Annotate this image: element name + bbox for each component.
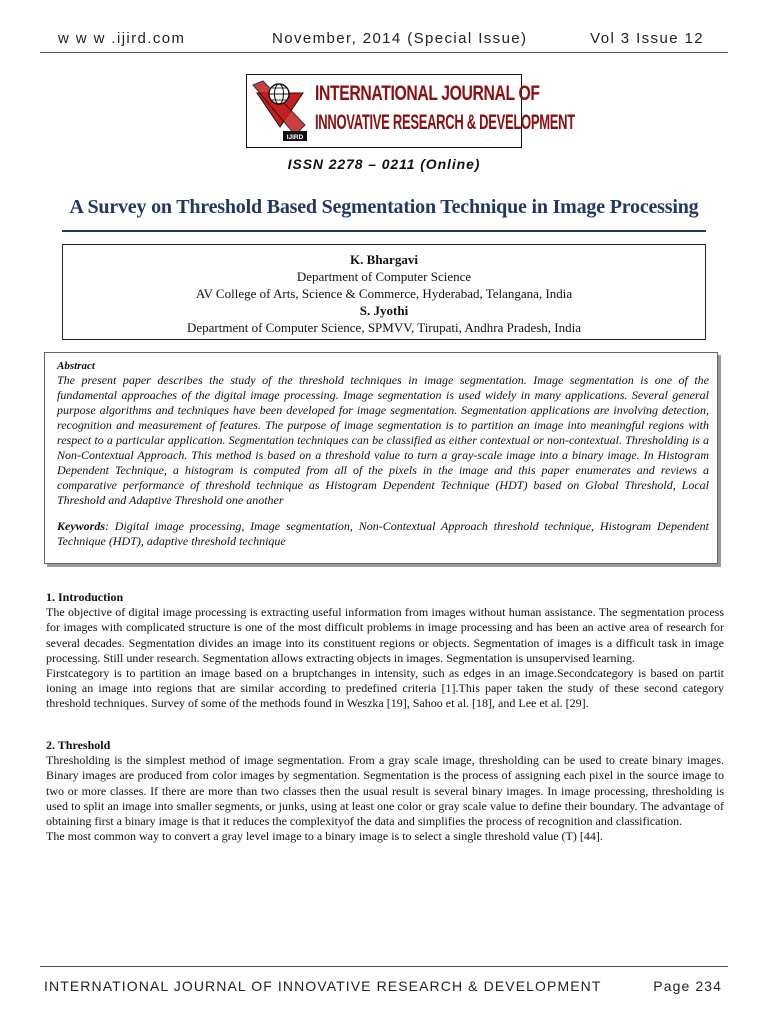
page-number: Page 234 (653, 978, 722, 994)
logo-line-1: INTERNATIONAL JOURNAL OF (315, 82, 540, 105)
svg-text:IJIRD: IJIRD (286, 134, 304, 141)
issn-line: ISSN 2278 – 0211 (Online) (287, 156, 481, 172)
section-paragraph: Firstcategory is to partition an image based on a bruptchanges in intensity, such as edges in an image.Secondcategory is based on partit ioning an image into regions that are similar according to predefined criteria [1].This paper taken the study of these second category threshold techniques. Survey of some of the methods found in Weszka [19], Sahoo et al. [18], and Lee et al. [29]. (46, 666, 724, 711)
author-affiliation: AV College of Arts, Science & Commerce, Hyderabad, Telangana, India (195, 286, 573, 301)
author-affiliation: Department of Computer Science (296, 269, 472, 284)
section-heading: 1. Introduction (46, 590, 124, 604)
logo-line-2: INNOVATIVE RESEARCH & DEVELOPMENT (315, 111, 575, 134)
keywords-label: Keywords (57, 519, 105, 533)
keywords-paragraph (57, 519, 709, 549)
issue-date: November, 2014 (Special Issue) (272, 30, 528, 47)
section-paragraph: The most common way to convert a gray level image to a binary image is to select a single threshold value (T) [44]. (46, 829, 603, 844)
author-affiliation: Department of Computer Science, SPMVV, Tirupati, Andhra Pradesh, India (186, 320, 582, 335)
abstract-text: The present paper describes the study of the threshold techniques in image segmentation. Image segmentation is one of the fundamental approaches of the digital image processing. Image segmentation is used widely in many applications. Several general purpose algorithms and techniques have been developed for image segmentation. Segmentation applications are involving detection, recognition and measurement of features. The purpose of image segmentation is to partition an image into meaningful regions with respect to a particular application. Segmentation techniques can be classified as either contextual or non-contextual. Thresholding is a Non-Contextual Approach. This method is based on a threshold value to turn a gray-scale image into a binary image. In Histogram Dependent Technique, a histogram is computed from all of the pixels in the image and this paper enumerates and reviews a comparative performance of threshold technique as Histogram Dependent Technique (HDT) based on Global Threshold, Local Threshold and Adaptive Threshold one another (57, 373, 709, 507)
introduction-section (46, 590, 724, 712)
footer-journal-name: INTERNATIONAL JOURNAL OF INNOVATIVE RESEARCH & DEVELOPMENT (44, 978, 602, 994)
author-name: S. Jyothi (359, 303, 409, 318)
authors-box (62, 244, 706, 340)
keywords-text: : Digital image processing, Image segmentation, Non-Contextual Approach threshold technique, Histogram Dependent Technique (HDT), adaptive threshold technique (57, 519, 709, 548)
journal-emblem-icon (249, 77, 315, 145)
title-rule (62, 230, 706, 232)
header-rule (40, 52, 728, 53)
footer-rule (40, 966, 728, 967)
section-heading: 2. Threshold (46, 738, 111, 752)
running-footer (0, 978, 768, 998)
threshold-section (46, 738, 724, 844)
running-header (0, 30, 768, 50)
section-paragraph: Thresholding is the simplest method of image segmentation. From a gray scale image, thresholding can be used to create binary images. Binary images are produced from color images by segmentation. Segmentation is the process of assigning each pixel in the source image to two or more classes. If there are more than two classes then the usual result is several binary images. In image processing, thresholding is used to split an image into smaller segments, or junks, using at least one color or gray scale value to define their boundary. The advantage of obtaining first a binary image is that it reduces the complexityof the data and simplifies the process of recognition and classification. (46, 753, 724, 829)
volume-issue: Vol 3 Issue 12 (590, 30, 704, 47)
journal-logo (246, 74, 575, 148)
journal-wordmark (315, 79, 575, 137)
abstract-heading: Abstract (57, 360, 95, 372)
journal-website: w w w .ijird.com (58, 30, 186, 47)
section-paragraph: The objective of digital image processing is extracting useful information from images without human assistance. The segmentation process for images with complicated structure is one of the most difficult problems in image processing and has been an active area of research for several decades. Segmentation divides an image into its constituent regions or objects. Segmentation of images is a difficult task in image processing. Still under research. Segmentation allows extracting objects in images. Segmentation is unsupervised learning. (46, 605, 724, 665)
abstract-box (44, 352, 718, 564)
paper-title: A Survey on Threshold Based Segmentation Technique in Image Processing (69, 196, 699, 218)
author-name: K. Bhargavi (350, 252, 418, 267)
